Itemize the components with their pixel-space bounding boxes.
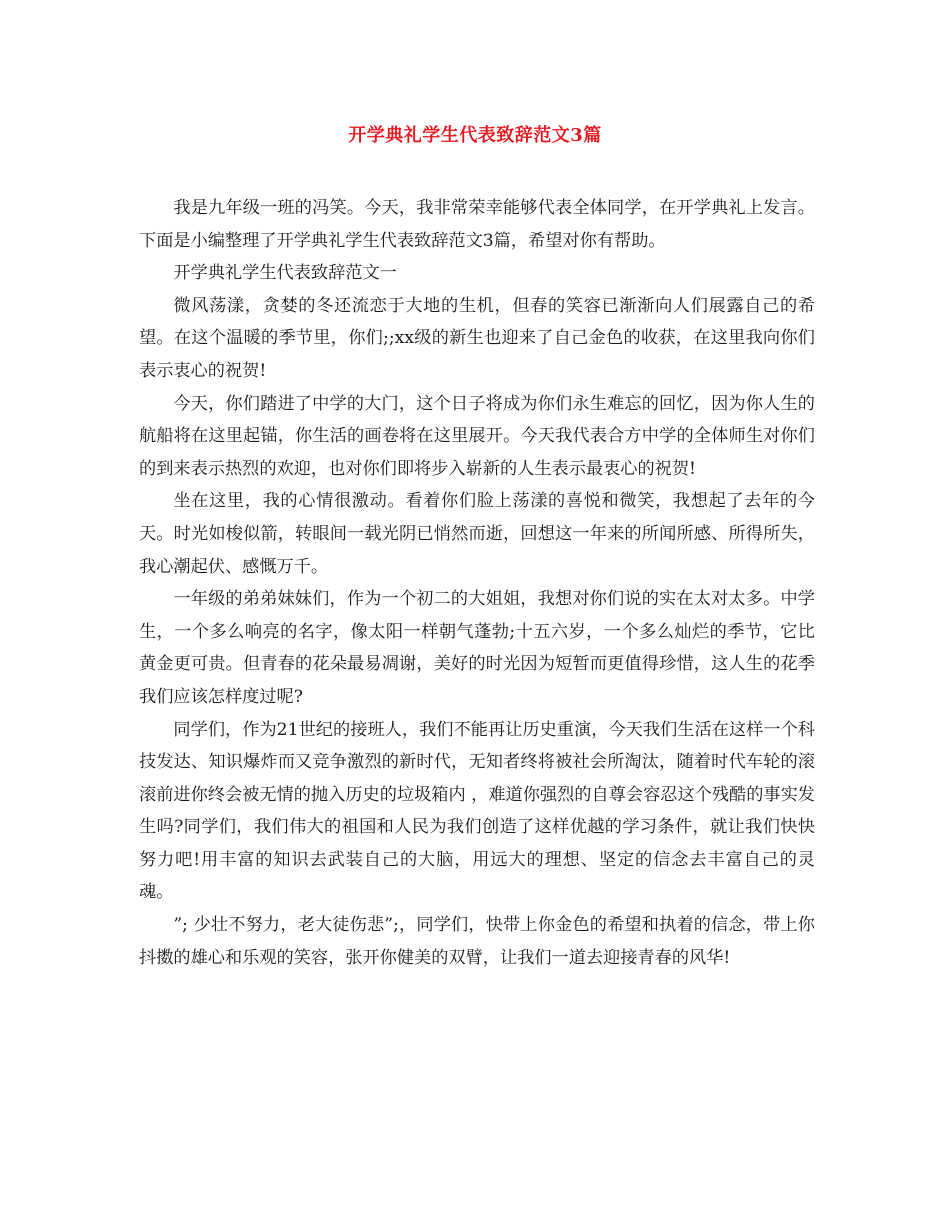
body-paragraph: 微风荡漾，贪婪的冬还流恋于大地的生机，但春的笑容已渐渐向人们展露自己的希望。在这个温暖的季节里，你们;;xx级的新生也迎来了自己金色的收获，在这里我向你们表示衷心的祝贺! <box>139 295 815 381</box>
body-paragraph: 今天，你们踏进了中学的大门，这个日子将成为你们永生难忘的回忆，因为你人生的航船将在这里起锚，你生活的画卷将在这里展开。今天我代表合方中学的全体师生对你们的到来表示热烈的欢迎，也对你们即将步入崭新的人生表示最衷心的祝贺! <box>139 393 815 479</box>
intro-paragraph: 我是九年级一班的冯笑。今天，我非常荣幸能够代表全体同学，在开学典礼上发言。下面是小编整理了开学典礼学生代表致辞范文3篇，希望对你有帮助。 <box>139 198 815 251</box>
body-paragraph: 坐在这里，我的心情很激动。看着你们脸上荡漾的喜悦和微笑，我想起了去年的今天。时光如梭似箭，转眼间一载光阴已悄然而逝，回想这一年来的所闻所感、所得所失，我心潮起伏、感慨万千。 <box>139 491 815 577</box>
body-paragraph: ”; 少壮不努力，老大徒伤悲”;，同学们，快带上你金色的希望和执着的信念，带上你抖擞的雄心和乐观的笑容，张开你健美的双臂，让我们一道去迎接青春的风华! <box>139 915 815 968</box>
body-paragraph: 同学们，作为21世纪的接班人，我们不能再让历史重演，今天我们生活在这样一个科技发达、知识爆炸而又竞争激烈的新时代，无知者终将被社会所淘汰，随着时代车轮的滚滚前进你终会被无情的抛入历史的垃圾箱内 ，难道你强烈的自尊会容忍这个残酷的事实发生吗?同学们，我们伟大的祖国和人民为我们创造了这样优越的学习条件，就让我们快快努力吧!用丰富的知识去武装自己的大脑，用远大的理想、坚定的信念去丰富自己的灵魂。 <box>139 719 815 903</box>
body-paragraph: 一年级的弟弟妹妹们，作为一个初二的大姐姐，我想对你们说的实在太对太多。中学生，一个多么响亮的名字，像太阳一样朝气蓬勃;十五六岁，一个多么灿烂的季节，它比黄金更可贵。但青春的花朵最易凋谢，美好的时光因为短暂而更值得珍惜，这人生的花季我们应该怎样度过呢? <box>139 589 815 707</box>
document-title: 开学典礼学生代表致辞范文3篇 <box>348 125 602 146</box>
section-heading: 开学典礼学生代表致辞范文一 <box>173 263 397 284</box>
document-body <box>139 192 815 974</box>
